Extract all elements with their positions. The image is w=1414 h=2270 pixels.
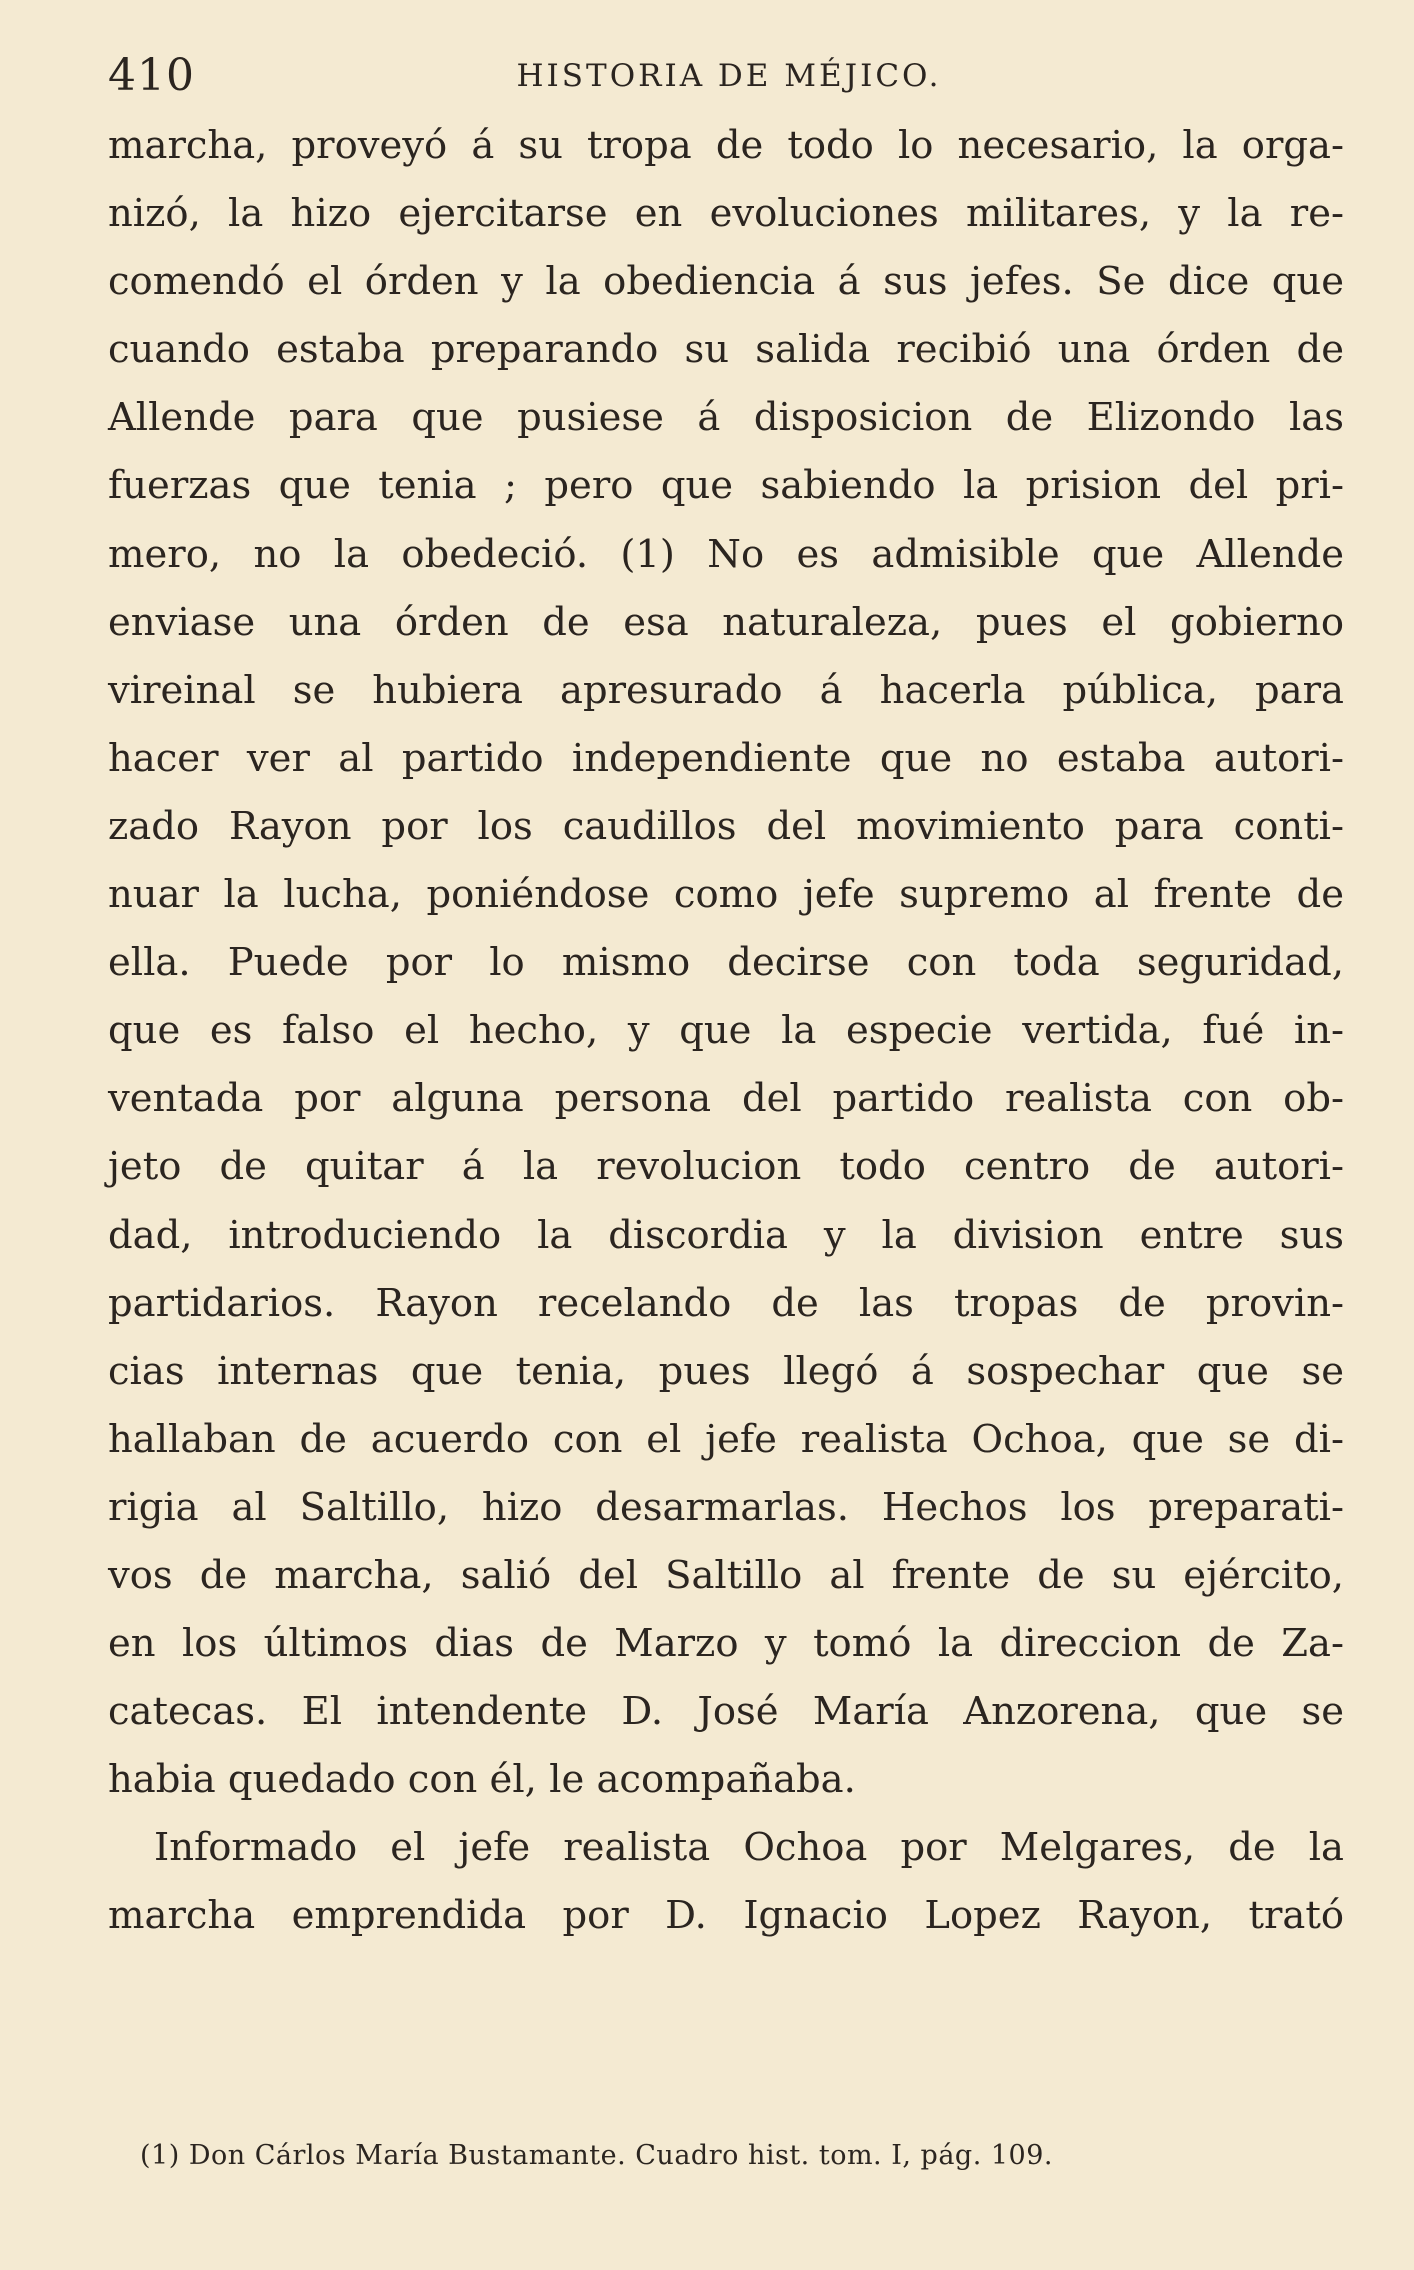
- body-text: [108, 112, 1344, 1951]
- text-line: habia quedado con él, le acompañaba.: [108, 1757, 856, 1803]
- text-line: ella. Puede por lo mismo decirse con toda seguridad,: [108, 940, 1344, 986]
- text-line: dad, introduciendo la discordia y la division entre sus: [108, 1212, 1344, 1258]
- page-number: 410: [108, 50, 195, 101]
- paragraph: [108, 112, 1344, 1814]
- text-line: comendó el órden y la obediencia á sus jefes. Se dice que: [108, 259, 1344, 305]
- text-line: cuando estaba preparando su salida recibió una órden de: [108, 327, 1344, 373]
- text-line: catecas. El intendente D. José María Anzorena, que se: [108, 1689, 1344, 1735]
- text-line: hacer ver al partido independiente que no estaba autori-: [108, 735, 1344, 781]
- text-line: partidarios. Rayon recelando de las tropas de provin-: [108, 1280, 1344, 1326]
- text-line: nuar la lucha, poniéndose como jefe supremo al frente de: [108, 872, 1344, 918]
- text-line: nizó, la hizo ejercitarse en evoluciones militares, y la re-: [108, 191, 1344, 237]
- text-line: en los últimos dias de Marzo y tomó la direccion de Za-: [108, 1621, 1344, 1667]
- footnote: (1) Don Cárlos María Bustamante. Cuadro hist. tom. I, pág. 109.: [140, 2140, 1053, 2171]
- text-line: fuerzas que tenia ; pero que sabiendo la prision del pri-: [108, 463, 1344, 509]
- text-line: ventada por alguna persona del partido realista con ob-: [108, 1076, 1344, 1122]
- running-title: HISTORIA DE MÉJICO.: [516, 58, 942, 94]
- page-header: [108, 46, 1350, 106]
- text-line: vos de marcha, salió del Saltillo al frente de su ejército,: [108, 1552, 1344, 1598]
- text-line: hallaban de acuerdo con el jefe realista Ochoa, que se di-: [108, 1416, 1344, 1462]
- text-line: cias internas que tenia, pues llegó á sospechar que se: [108, 1348, 1344, 1394]
- text-line: mero, no la obedeció. (1) No es admisible que Allende: [108, 531, 1344, 577]
- text-line: marcha emprendida por D. Ignacio Lopez Rayon, trató: [108, 1893, 1344, 1939]
- text-line: que es falso el hecho, y que la especie vertida, fué in-: [108, 1008, 1344, 1054]
- text-line: Allende para que pusiese á disposicion de Elizondo las: [108, 395, 1344, 441]
- text-line: rigia al Saltillo, hizo desarmarlas. Hechos los preparati-: [108, 1484, 1344, 1530]
- text-line: vireinal se hubiera apresurado á hacerla pública, para: [108, 667, 1344, 713]
- paragraph: [108, 1814, 1344, 1950]
- text-line: marcha, proveyó á su tropa de todo lo necesario, la orga-: [108, 123, 1344, 168]
- text-line: Informado el jefe realista Ochoa por Melgares, de la: [154, 1825, 1344, 1871]
- text-line: zado Rayon por los caudillos del movimiento para conti-: [108, 803, 1344, 849]
- text-line: enviase una órden de esa naturaleza, pues el gobierno: [108, 599, 1344, 645]
- text-line: jeto de quitar á la revolucion todo centro de autori-: [108, 1144, 1344, 1190]
